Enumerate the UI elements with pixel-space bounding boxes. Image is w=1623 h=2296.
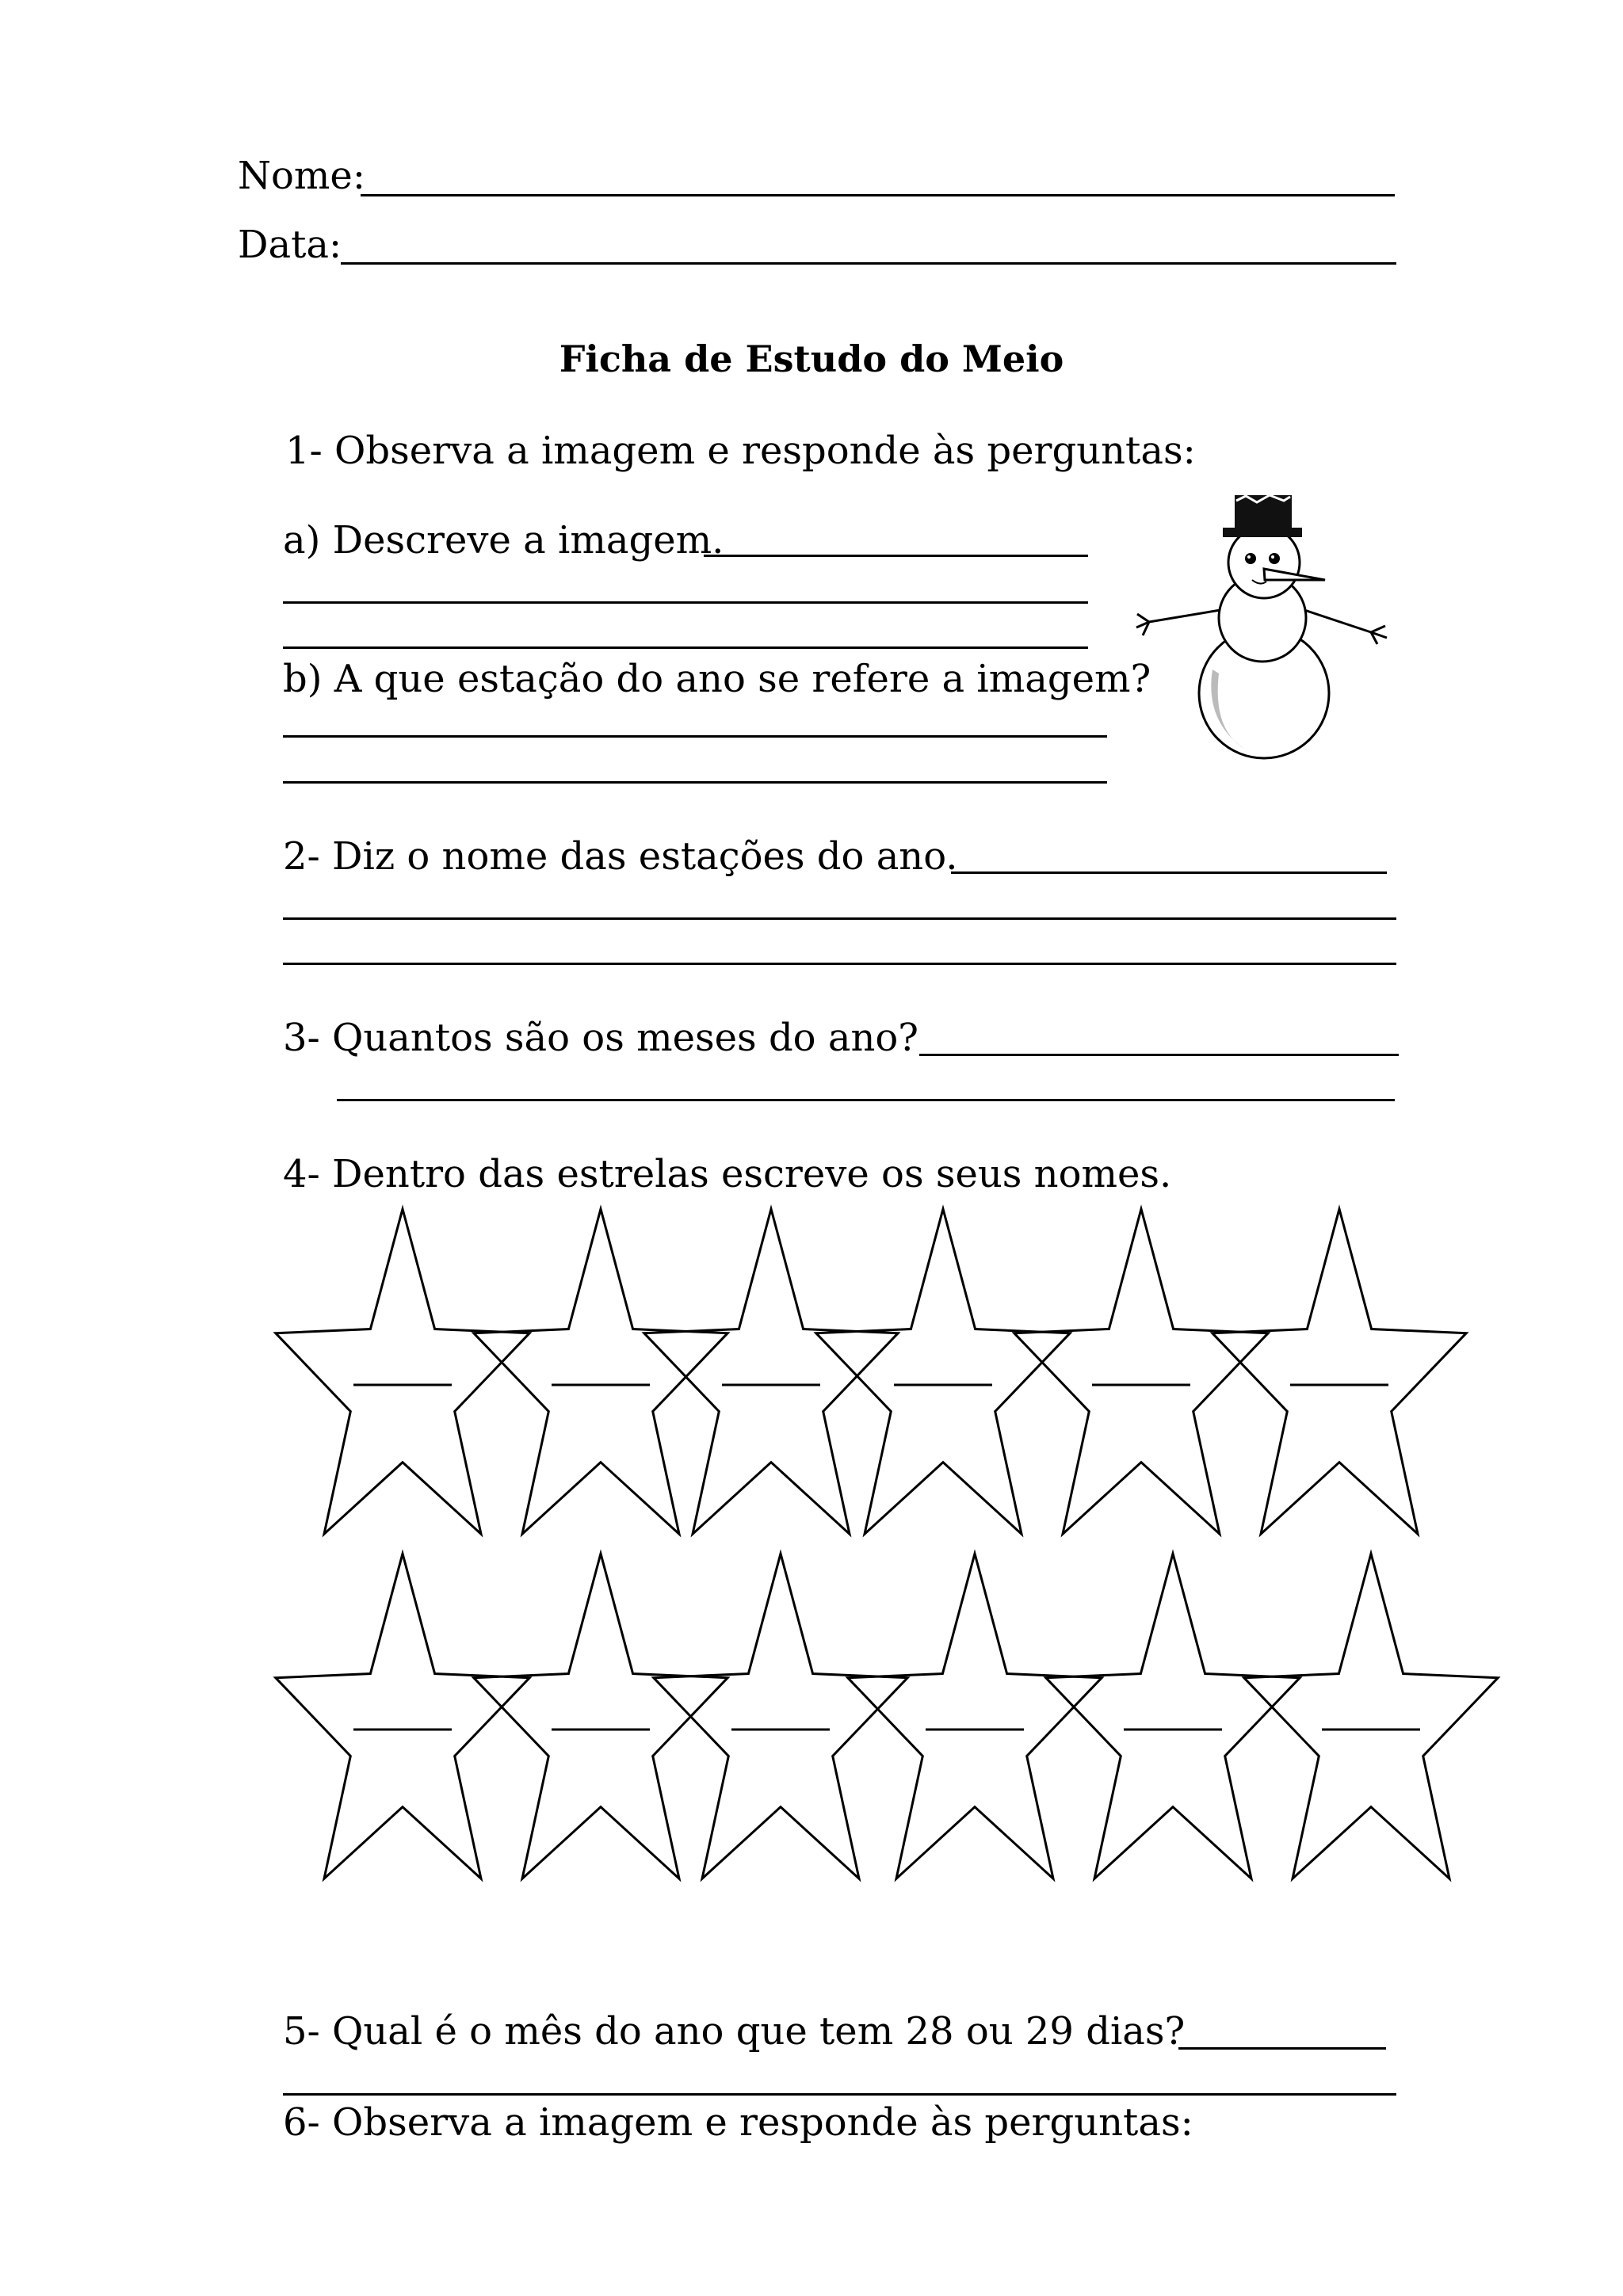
star-outline [276,1209,529,1534]
question-1b: b) A que estação do ano se refere a imagem? [283,657,1151,701]
answer-line[interactable] [283,2093,1396,2096]
star-outline [276,1554,529,1878]
page-title: Ficha de Estudo do Meio [559,338,1064,380]
star-outline [816,1209,1070,1534]
answer-line[interactable] [1178,2047,1386,2050]
question-2: 2- Diz o nome das estações do ano. [283,834,958,879]
question-3: 3- Quantos são os meses do ano? [283,1016,918,1060]
star-outline [474,1209,727,1534]
star-outline [654,1554,907,1878]
star-outline [644,1209,898,1534]
question-5: 5- Qual é o mês do ano que tem 28 ou 29 dias? [283,2009,1186,2054]
star-outline [1046,1554,1300,1878]
date-label: Data: [238,223,342,267]
star-outline [1014,1209,1268,1534]
question-6: 6- Observa a imagem e responde às perguntas: [283,2100,1193,2145]
question-1a: a) Descreve a imagem. [283,518,724,563]
star-outline [1212,1209,1466,1534]
star-outline [1244,1554,1498,1878]
question-4: 4- Dentro das estrelas escreve os seus nomes. [283,1152,1172,1196]
name-label: Nome: [238,154,365,198]
question-1: 1- Observa a imagem e responde às perguntas: [285,429,1196,473]
star-outline [848,1554,1102,1878]
